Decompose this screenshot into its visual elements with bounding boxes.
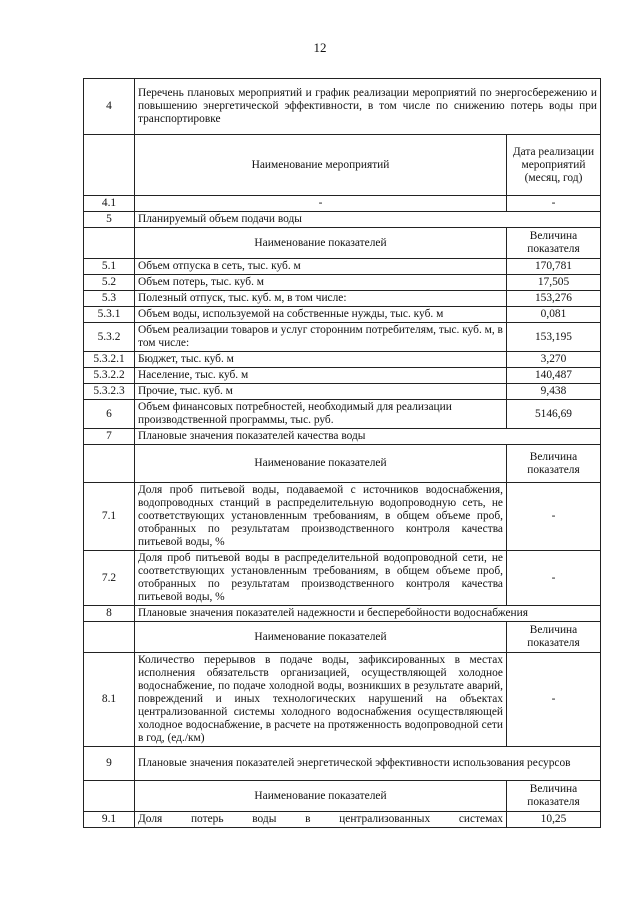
table-row (84, 368, 601, 384)
row-label: Объем потерь, тыс. куб. м (135, 275, 507, 291)
row-value: 9,438 (506, 384, 600, 400)
row-number: 4 (84, 79, 135, 135)
row-number: 5.3.2.1 (84, 352, 135, 368)
table-row (84, 196, 601, 212)
table-row (84, 429, 601, 445)
row-label: Доля проб питьевой воды, подаваемой с источников водоснабжения, водопроводных станций в распределительную водопроводную сеть, не соответствующих установленным требованиям, в общем объеме проб, отобранных по результатам производственного контроля качества питьевой воды, % (135, 483, 507, 551)
row-label: Объем реализации товаров и услуг сторонним потребителям, тыс. куб. м, в том числе: (135, 323, 507, 352)
row-label: Объем финансовых потребностей, необходимый для реализации производственной программы, тыс. руб. (135, 400, 507, 429)
table-row (84, 747, 601, 781)
table-row (84, 781, 601, 812)
row-number: 7.2 (84, 551, 135, 606)
row-number: 4.1 (84, 196, 135, 212)
row-value: 0,081 (506, 307, 600, 323)
table-row (84, 445, 601, 483)
table-row (84, 323, 601, 352)
table-row (84, 228, 601, 259)
row-label: Население, тыс. куб. м (135, 368, 507, 384)
production-program-table (83, 78, 601, 828)
row-number: 5.3 (84, 291, 135, 307)
row-number: 7.1 (84, 483, 135, 551)
column-header: Наименование показателей (135, 622, 507, 653)
row-label: Доля проб питьевой воды в распределительной водопроводной сети, не соответствующих установленным требованиям, в общем объеме проб, отобранных по результатам производственного контроля качества питьевой воды, % (135, 551, 507, 606)
row-label: - (135, 196, 507, 212)
row-label: Доля потерь воды в централизованных системах (135, 812, 507, 828)
column-header: Величина показателя (506, 622, 600, 653)
row-number: 5.3.1 (84, 307, 135, 323)
row-label: Прочие, тыс. куб. м (135, 384, 507, 400)
section-title: Плановые значения показателей качества воды (135, 429, 601, 445)
table-row (84, 551, 601, 606)
row-value: 170,781 (506, 259, 600, 275)
table-row (84, 135, 601, 196)
table-row (84, 400, 601, 429)
table-row (84, 352, 601, 368)
row-value: - (506, 483, 600, 551)
row-value: 5146,69 (506, 400, 600, 429)
row-number: 5.3.2 (84, 323, 135, 352)
table-row (84, 812, 601, 828)
row-value: - (506, 551, 600, 606)
table-row (84, 606, 601, 622)
row-label: Полезный отпуск, тыс. куб. м, в том числе: (135, 291, 507, 307)
column-header: Наименование мероприятий (135, 135, 507, 196)
table-row (84, 259, 601, 275)
table-row (84, 653, 601, 747)
row-value: 153,195 (506, 323, 600, 352)
row-label: Объем отпуска в сеть, тыс. куб. м (135, 259, 507, 275)
row-label: Количество перерывов в подаче воды, зафиксированных в местах исполнения обязательств организацией, осуществляющей холодное водоснабжение, по подаче холодной воды, возникших в результате аварий, повреждений и иных технологических нарушений на объектах централизованной системы холодного водоснабжения осуществляющей холодное водоснабжение, в расчете на протяженность водопроводной сети в год, (ед./км) (135, 653, 507, 747)
row-value: 17,505 (506, 275, 600, 291)
column-header: Дата реализации мероприятий (месяц, год) (506, 135, 600, 196)
row-number: 8.1 (84, 653, 135, 747)
row-number: 8 (84, 606, 135, 622)
row-value: 3,270 (506, 352, 600, 368)
table-row (84, 275, 601, 291)
column-header: Наименование показателей (135, 445, 507, 483)
table-row (84, 307, 601, 323)
section-title: Плановые значения показателей энергетической эффективности использования ресурсов (135, 747, 601, 781)
row-value: 140,487 (506, 368, 600, 384)
row-number: 5.2 (84, 275, 135, 291)
column-header: Наименование показателей (135, 228, 507, 259)
row-number: 5.1 (84, 259, 135, 275)
row-number: 5.3.2.3 (84, 384, 135, 400)
row-value: - (506, 653, 600, 747)
row-number: 5.3.2.2 (84, 368, 135, 384)
row-number: 9.1 (84, 812, 135, 828)
row-number: 9 (84, 747, 135, 781)
column-header: Величина показателя (506, 445, 600, 483)
column-header: Величина показателя (506, 228, 600, 259)
page-number: 12 (313, 40, 327, 55)
column-header: Величина показателя (506, 781, 600, 812)
section-title: Планируемый объем подачи воды (135, 212, 601, 228)
table-row (84, 384, 601, 400)
row-number: 5 (84, 212, 135, 228)
table-row (84, 212, 601, 228)
row-value: 153,276 (506, 291, 600, 307)
table-row (84, 622, 601, 653)
table-row (84, 291, 601, 307)
row-label: Бюджет, тыс. куб. м (135, 352, 507, 368)
row-value: - (506, 196, 600, 212)
row-number: 6 (84, 400, 135, 429)
row-label: Объем воды, используемой на собственные нужды, тыс. куб. м (135, 307, 507, 323)
row-value: 10,25 (506, 812, 600, 828)
table-row (84, 79, 601, 135)
row-number: 7 (84, 429, 135, 445)
table-row (84, 483, 601, 551)
section-title: Перечень плановых мероприятий и график реализации мероприятий по энергосбережению и повышению энергетической эффективности, в том числе по снижению потерь воды при транспортировке (135, 79, 601, 135)
section-title: Плановые значения показателей надежности и бесперебойности водоснабжения (135, 606, 601, 622)
column-header: Наименование показателей (135, 781, 507, 812)
